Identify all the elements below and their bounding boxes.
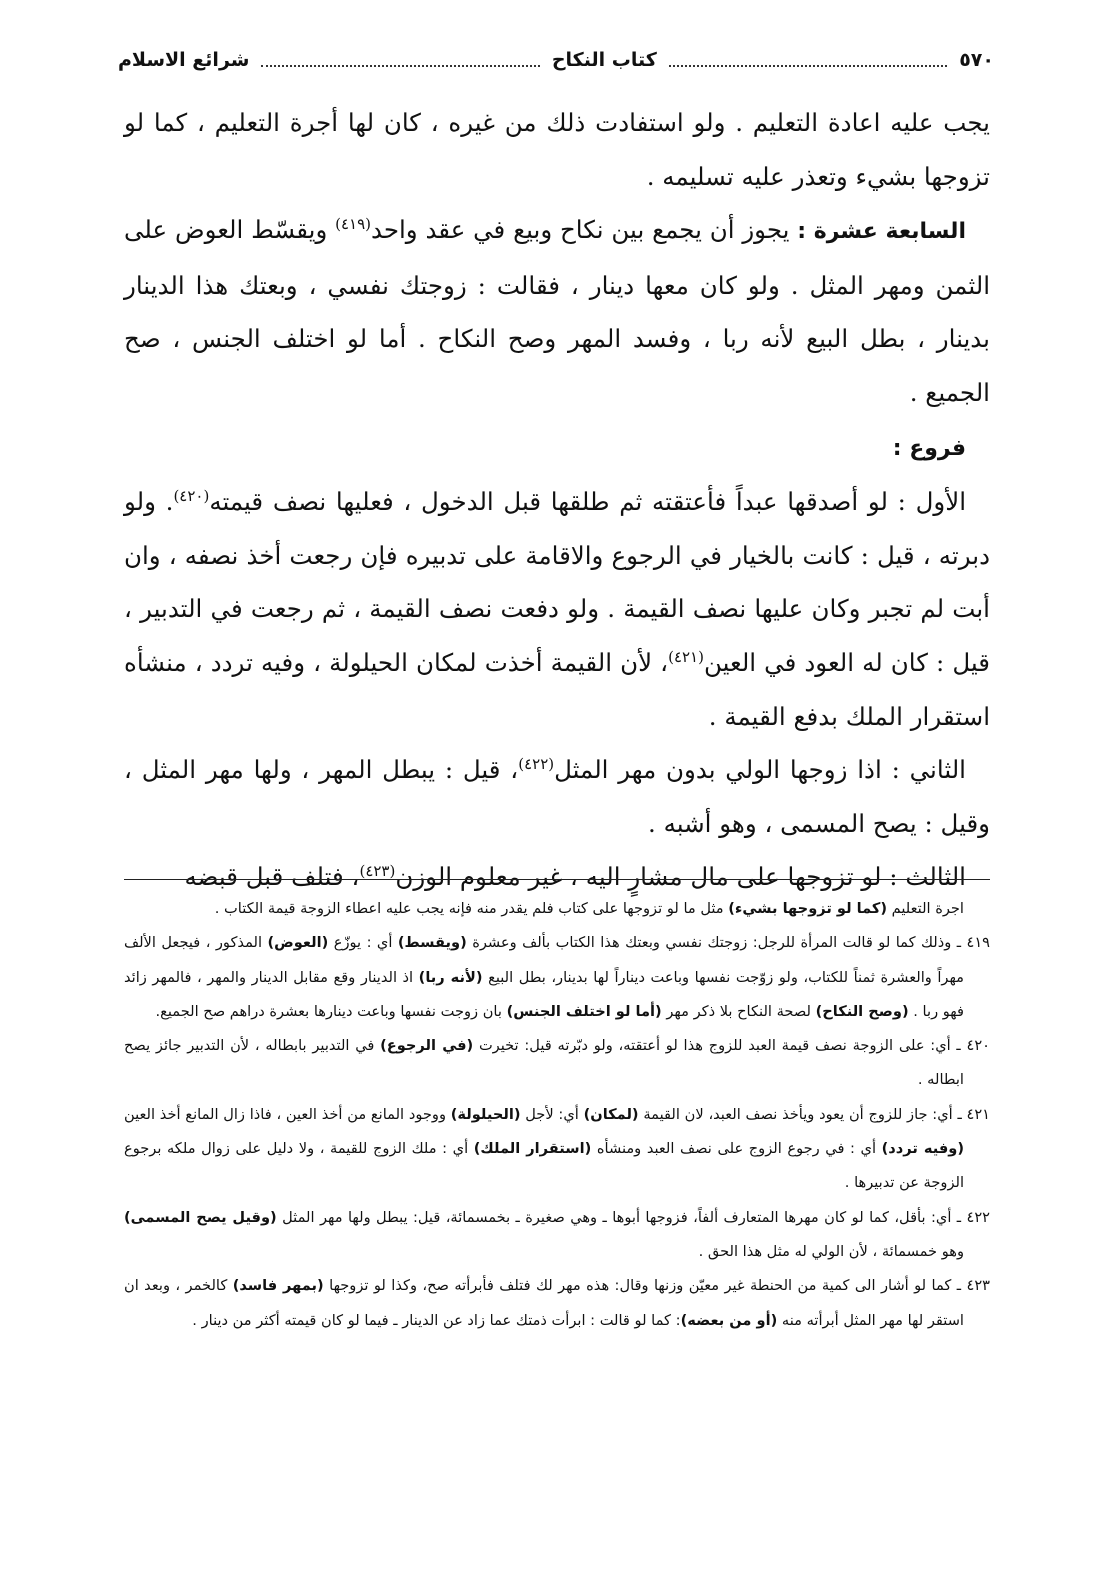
- chapter-title: كتاب النكاح: [551, 49, 657, 71]
- footnote-ref[interactable]: (٤١٩): [335, 215, 371, 234]
- paragraph-text: الثالث : لو تزوجها على مال مشارٍ اليه ، غير معلوم الوزن: [395, 862, 966, 892]
- footnotes: [124, 892, 990, 1338]
- footnote-421: ٤٢١ ـ أي: جاز للزوج أن يعود ويأخذ نصف العبد، لان القيمة (لمكان) أي: لأجل (الحيلولة) ووجود المانع من أخذ العين ، فاذا زال المانع أخذ العين (وفيه تردد) أي : في رجوع الزوج على نصف العبد ومنشأه (استقرار الملك) أي : ملك الزوج للقيمة ، ولا دليل على زوال ملكه برجوع الزوجة عن تدبيرها .: [124, 1105, 991, 1192]
- branches-heading: فروع :: [892, 435, 966, 461]
- section-heading: السابعة عشرة :: [797, 219, 966, 245]
- paragraph-text: الأول : لو أصدقها عبداً فأعتقته ثم طلقها قبل الدخول ، فعليها نصف قيمته: [209, 487, 966, 517]
- footnote-divider: [124, 879, 990, 880]
- footnote-ref[interactable]: (٤٢٢): [518, 754, 555, 773]
- footnote-ref[interactable]: (٤٢٣): [359, 862, 396, 881]
- page-number: ٥٧٠: [959, 49, 994, 71]
- footnote-420: ٤٢٠ ـ أي: على الزوجة نصف قيمة العبد للزوج هذا لو أعتقته، ولو دبّرته قيل: تخيرت (في الرجوع) في التدبير بابطاله ، لأن التدبير جائز يصح ابطاله .: [124, 1037, 990, 1089]
- paragraph: [124, 203, 990, 419]
- paragraph-text: ، قيل : يبطل المهر ، ولها مهر المثل ، وقيل : يصح المسمى ، وهو أشبه .: [124, 755, 990, 838]
- paragraph-text: الثاني : اذا زوجها الولي بدون مهر المثل: [554, 755, 966, 785]
- footnote-422: ٤٢٢ ـ أي: بأقل، كما لو كان مهرها المتعارف ألفاً، فزوجها أبوها ـ وهي صغيرة ـ بخمسمائة، قيل: يبطل ولها مهر المثل (وقيل يصح المسمى) وهو خمسمائة ، لأن الولي له مثل هذا الحق .: [124, 1208, 990, 1260]
- paragraph-text: ويقسّط العوض على الثمن ومهر المثل . ولو كان معها دينار ، فقالت : زوجتك نفسي ، وبعتك هذا الدينار بدينار ، بطل البيع لأنه ربا ، وفسد المهر وصح النكاح . أما لو اختلف الجنس ، صح الجميع .: [124, 215, 990, 407]
- footnote-ref[interactable]: (٤٢٠): [173, 487, 210, 505]
- page-header: [118, 38, 994, 82]
- main-text: [124, 96, 990, 904]
- footnote-ref[interactable]: (٤٢١): [668, 647, 704, 666]
- book-title: شرائع الاسلام: [118, 49, 250, 71]
- header-dotted-leader: [669, 65, 947, 67]
- footnote-419: ٤١٩ ـ وذلك كما لو قالت المرأة للرجل: زوجتك نفسي وبعتك هذا الكتاب بألف وعشرة (ويقسط) أي : يوزّع (العوض) المذكور ، فيجعل الألف مهراً والعشرة ثمناً للكتاب، ولو زوّجت نفسها وباعت ديناراً لها بدينار، بطل البيع (لأنه ربا) اذ الدينار وقع مقابل الدينار والمهر ، فالمهر زائد فهو ربا . (وصح النكاح) لصحة النكاح بلا ذكر مهر (أما لو اختلف الجنس) بان زوجت نفسها وباعت دينارها بعشرة دراهم صح الجميع.: [124, 934, 990, 1020]
- paragraph-text: يجوز أن يجمع بين نكاح وبيع في عقد واحد: [371, 215, 798, 245]
- paragraph-text: ، فتلف قبل قبضه: [184, 862, 360, 892]
- paragraph: [124, 96, 990, 203]
- footnote-423: ٤٢٣ ـ كما لو أشار الى كمية من الحنطة غير معيّن وزنها وقال: هذه مهر لك فتلف فأبرأته صح، وكذا لو تزوجها (بمهر فاسد) كالخمر ، وبعد ان استقر لها مهر المثل أبرأته منه (أو من بعضه): كما لو قالت : ابرأت ذمتك عما زاد عن الدينار ـ فيما لو كان قيمته أكثر من دينار .: [124, 1277, 990, 1329]
- paragraph: [124, 743, 990, 850]
- footnote-continuation: اجرة التعليم (كما لو تزوجها بشيء) مثل ما لو تزوجها على كتاب فلم يقدر منه فإنه يجب عليه اعطاء الزوجة قيمة الكتاب .: [214, 900, 964, 917]
- paragraph-text: ، لأن القيمة أخذت لمكان الحيلولة ، وفيه تردد ، منشأه استقرار الملك بدفع القيمة .: [124, 647, 990, 731]
- paragraph: [124, 475, 990, 743]
- paragraph: [124, 420, 990, 476]
- paragraph-text: . ولو دبرته ، قيل : كانت بالخيار في الرجوع والاقامة على تدبيره فإن رجعت أخذ نصفه ، وان أبت لم تجبر وكان عليها نصف القيمة . ولو دفعت نصف القيمة ، ثم رجعت في التدبير ، قيل : كان له العود في العين: [124, 487, 990, 677]
- paragraph-text: يجب عليه اعادة التعليم . ولو استفادت ذلك من غيره ، كان لها أجرة التعليم ، كما لو تزوجها بشيء وتعذر عليه تسليمه .: [124, 108, 990, 191]
- header-dotted-leader: [261, 65, 539, 67]
